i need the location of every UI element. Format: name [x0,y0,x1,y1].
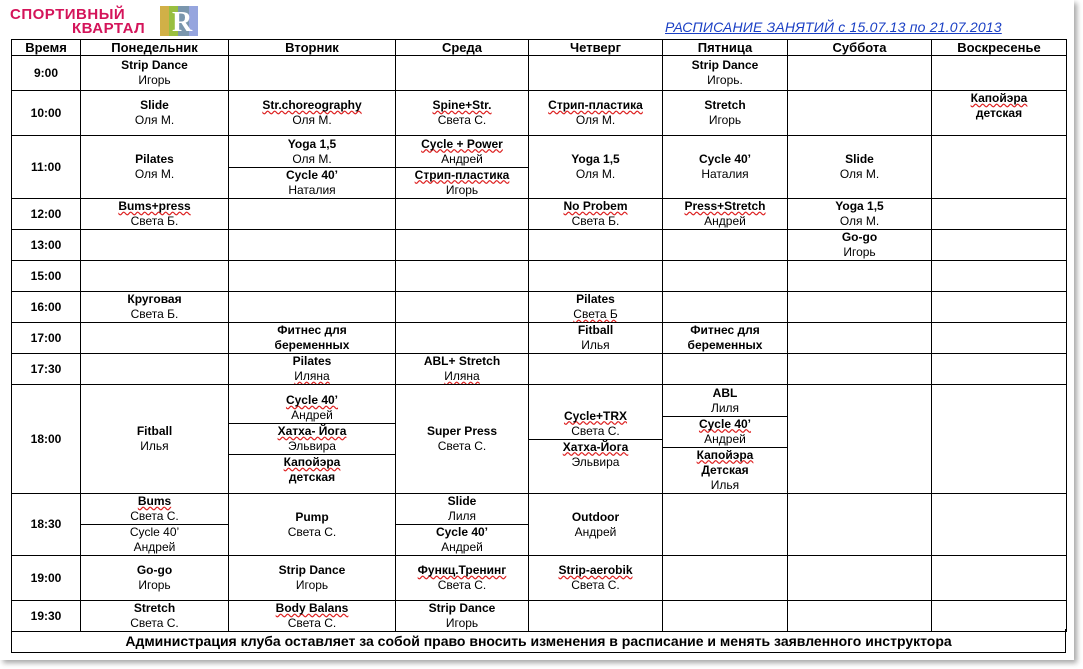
split-cell [229,385,396,494]
empty-cell [81,323,229,354]
class-cell [396,385,529,494]
instructor-name: Оля М. [839,214,880,228]
class-cell [396,556,529,601]
class-subcell [396,494,528,525]
empty-cell [932,323,1067,354]
class-name: Press+Stretch [684,199,766,213]
time-cell: 17:30 [12,354,81,385]
col-header-fri: Пятница [663,40,788,56]
instructor-name: Игорь [295,578,329,592]
time-cell: 16:00 [12,292,81,323]
class-cell [788,136,932,199]
empty-cell [663,261,788,292]
instructor-name: Лиля [710,400,740,415]
instructor-name: Андрей [291,408,333,422]
empty-cell [788,385,932,494]
instructor-name: Света С. [287,524,337,539]
table-row [12,601,1067,632]
empty-cell [788,354,932,385]
class-name: Стрип-пластика [414,167,510,182]
class-cell [396,601,529,632]
time-cell: 18:00 [12,385,81,494]
class-name: Bums [137,494,172,508]
instructor-name: Света Б. [130,214,179,228]
class-name: Фитнес для [690,323,760,337]
class-name: Yoga 1,5 [835,199,884,213]
instructor-name: Игорь. [707,73,743,87]
class-cell [81,136,229,199]
empty-cell [932,601,1067,632]
instructor-name: Илья [140,439,169,453]
class-cell [229,354,396,385]
class-name: Str.choreography [262,98,362,112]
instructor-name: Эльвира [571,454,620,469]
class-cell [229,91,396,136]
time-cell: 9:00 [12,56,81,91]
instructor-name: Игорь [843,245,876,259]
header-row [12,40,1067,56]
empty-cell [529,354,663,385]
split-cell [396,494,529,556]
instructor-name: Иляна [444,369,480,383]
class-cell [788,230,932,261]
instructor-name: Игорь [708,113,742,127]
class-name: Strip Dance [691,58,759,72]
table-row [12,230,1067,261]
instructor-name: Света С. [130,616,179,630]
empty-cell [663,354,788,385]
empty-cell [663,601,788,632]
instructor-name: Андрей [441,151,483,166]
empty-cell [932,354,1067,385]
empty-cell [788,56,932,91]
col-header-tue: Вторник [229,40,396,56]
class-subcell [229,167,395,198]
class-name: Cycle 40’ [285,393,339,407]
class-subcell [529,409,662,440]
empty-cell [229,56,396,91]
instructor-name: Света С. [130,509,179,523]
col-header-time: Время [12,40,81,56]
empty-cell [932,556,1067,601]
empty-cell [788,292,932,323]
instructor-name: Наталия [701,167,749,181]
empty-cell [788,556,932,601]
instructor-name: Света Б. [130,307,179,321]
instructor-name: Света С. [571,423,620,438]
time-cell: 10:00 [12,91,81,136]
instructor-name: Андрей [441,540,483,554]
table-row [12,261,1067,292]
logo-text-line2: КВАРТАЛ [72,20,146,37]
instructor-name: Иляна [294,369,330,383]
empty-cell [229,230,396,261]
table-row [12,354,1067,385]
empty-cell [932,199,1067,230]
time-cell: 11:00 [12,136,81,199]
class-name: Strip Dance [121,58,188,72]
instructor-name: Оля М. [292,151,332,166]
table-row [12,136,1067,199]
empty-cell [396,230,529,261]
instructor-name: Света С. [287,616,337,630]
empty-cell [663,230,788,261]
class-name: Pilates [576,292,615,306]
empty-cell [81,230,229,261]
class-name: Yoga 1,5 [287,136,337,151]
class-cell [229,494,396,556]
empty-cell [81,261,229,292]
class-subcell [229,137,395,168]
empty-cell [529,601,663,632]
class-cell [81,601,229,632]
class-name: Outdoor [571,509,620,524]
time-cell: 19:00 [12,556,81,601]
class-name: Круговая [127,292,182,306]
class-name-line2: детская [288,470,336,484]
instructor-name: Оля М. [292,113,332,127]
class-cell [529,323,663,354]
schedule-title: РАСПИСАНИЕ ЗАНЯТИЙ с 15.07.13 по 21.07.2013 [665,19,1002,35]
instructor-name: Игорь [138,578,171,592]
class-cell [81,292,229,323]
empty-cell [229,292,396,323]
instructor-name: Света С. [437,113,487,127]
time-cell: 12:00 [12,199,81,230]
instructor-name: Света С. [437,578,487,592]
instructor-name: Света С. [437,439,487,453]
empty-cell [396,199,529,230]
time-cell: 19:30 [12,601,81,632]
class-subcell [663,416,787,447]
split-cell [396,136,529,199]
class-subcell [396,137,528,168]
schedule-table [11,39,1067,632]
class-name: Pilates [135,152,174,166]
empty-cell [932,261,1067,292]
table-row [12,494,1067,556]
class-name: Cycle+TRX [563,408,628,423]
class-name: Spine+Str. [432,98,492,112]
split-cell-table [229,137,395,198]
class-cell [663,56,788,91]
instructor-name: Игорь [445,616,479,630]
split-cell-table [396,137,528,198]
time-cell: 15:00 [12,261,81,292]
class-name: Капойэра [970,91,1028,105]
class-subcell [663,386,787,417]
class-cell [229,323,396,354]
split-cell [529,385,663,494]
class-name: Капойэра [696,447,754,462]
empty-cell [788,601,932,632]
class-cell [529,91,663,136]
time-cell: 18:30 [12,494,81,556]
empty-cell [932,494,1067,556]
class-cell [663,199,788,230]
empty-cell [932,56,1067,91]
class-name: Cycle 40’ [698,152,752,166]
class-name: Хатха-Йога [562,439,629,454]
class-name: Капойэра [283,455,341,469]
table-row [12,556,1067,601]
class-cell [788,199,932,230]
class-name: Pump [295,509,329,524]
logo-mark-icon [160,6,200,36]
empty-cell [529,261,663,292]
class-cell [81,199,229,230]
class-cell [81,91,229,136]
col-header-thu: Четверг [529,40,663,56]
table-row [12,56,1067,91]
col-header-mon: Понедельник [81,40,229,56]
empty-cell [529,56,663,91]
empty-cell [663,494,788,556]
class-name: Cycle + Power [421,136,503,151]
table-row [12,385,1067,494]
split-cell-table [229,393,395,485]
club-logo [8,6,203,38]
class-name: Cycle 40’ [435,525,489,539]
class-subcell [81,525,228,556]
class-subcell [229,455,395,486]
empty-cell [529,230,663,261]
instructor-name: Оля М. [575,167,616,181]
split-cell [229,136,396,199]
class-name: Super Press [426,424,498,438]
class-name: Slide [845,152,874,166]
class-name: No Probem [563,199,628,213]
class-name: Slide [447,494,477,508]
instructor-name: Света С. [571,578,620,592]
class-name: Bums+press [118,199,191,213]
empty-cell [81,354,229,385]
class-subcell [396,167,528,198]
class-cell [529,556,663,601]
class-name: Strip Dance [428,601,496,615]
class-name: Stretch [133,601,176,615]
instructor-name: Оля М. [575,113,616,127]
class-name: Yoga 1,5 [571,152,620,166]
instructor-name: Илья [581,338,610,352]
class-subcell [81,494,228,525]
class-cell [229,556,396,601]
instructor-name: Илья [710,477,740,492]
class-cell [529,199,663,230]
class-cell [663,323,788,354]
empty-cell [663,292,788,323]
class-subcell [529,439,662,470]
empty-cell [396,323,529,354]
class-name: Cycle 40’ [285,167,339,182]
class-name: Fitball [136,424,173,438]
col-header-sat: Суббота [788,40,932,56]
empty-cell [932,385,1067,494]
empty-cell [663,556,788,601]
class-cell [932,91,1067,136]
class-cell [81,56,229,91]
instructor-name: Оля М. [839,167,880,181]
class-cell [529,292,663,323]
class-name: ABL+ Stretch [423,354,501,368]
class-cell [663,136,788,199]
instructor-name: Андрей [704,214,746,228]
instructor-name: Света Б. [571,214,620,228]
class-name: Body Balans [275,601,349,615]
class-subcell [396,525,528,556]
instructor-name: Андрей [133,540,176,554]
class-subcell [229,393,395,424]
col-header-wed: Среда [396,40,529,56]
instructor-name: Эльвира [288,439,336,453]
table-row [12,323,1067,354]
class-name: Pilates [292,354,332,368]
table-row [12,199,1067,230]
class-name: Stretch [704,98,746,112]
split-cell [81,494,229,556]
instructor-name: Игорь [138,73,171,87]
class-name: Fitball [577,323,614,337]
col-header-sun: Воскресенье [932,40,1067,56]
class-cell [529,136,663,199]
empty-cell [229,199,396,230]
empty-cell [396,292,529,323]
class-cell [81,556,229,601]
time-cell: 17:00 [12,323,81,354]
class-name: Хатха- Йога [277,424,347,438]
class-name: Go-go [136,563,173,577]
empty-cell [396,261,529,292]
class-cell [81,385,229,494]
class-cell [663,91,788,136]
class-name: ABL [712,385,738,400]
class-subcell [229,424,395,455]
instructor-name: Андрей [704,431,746,446]
instructor-name: Андрей [574,524,617,539]
empty-cell [396,56,529,91]
class-name-line2: беременных [274,338,350,352]
class-name: Функц.Тренинг [417,563,507,577]
empty-cell [788,323,932,354]
empty-cell [229,261,396,292]
empty-cell [788,494,932,556]
class-subcell [663,447,787,493]
instructor-name: Лиля [447,509,477,523]
split-cell-table [529,409,662,470]
empty-cell [788,261,932,292]
instructor-name: Оля М. [134,113,175,127]
instructor-name: Оля М. [134,167,175,181]
table-row [12,91,1067,136]
empty-cell [932,136,1067,199]
class-name-line2: Детская [701,462,749,477]
instructor-name: Игорь [445,182,479,197]
class-cell [396,91,529,136]
class-cell [396,354,529,385]
class-name: Cycle 40’ [698,416,752,431]
footer-disclaimer: Администрация клуба оставляет за собой право вносить изменения в расписание и менять заявленного инструктора [11,629,1066,653]
instructor-name: детская [975,106,1023,120]
class-name: Slide [140,98,169,112]
split-cell-table [396,494,528,555]
class-name: Фитнес для [277,323,347,337]
class-name: Go-go [841,230,878,244]
class-name: Strip Dance [278,563,346,577]
class-cell [229,601,396,632]
empty-cell [788,91,932,136]
logo-text-line1: СПОРТИВНЫЙ [10,6,126,23]
empty-cell [932,292,1067,323]
class-cell [529,494,663,556]
class-name: Strip-aerobik [558,563,633,577]
split-cell-table [81,494,228,555]
instructor-name: Света Б [573,307,618,321]
svg-text:R: R [172,7,193,36]
class-name: Cycle 40’ [129,525,180,539]
instructor-name: Наталия [288,182,336,197]
split-cell [663,385,788,494]
time-cell: 13:00 [12,230,81,261]
class-name: Стрип-пластика [548,98,643,112]
class-name-line2: беременных [687,338,763,352]
split-cell-table [663,386,787,493]
empty-cell [932,230,1067,261]
table-row [12,292,1067,323]
